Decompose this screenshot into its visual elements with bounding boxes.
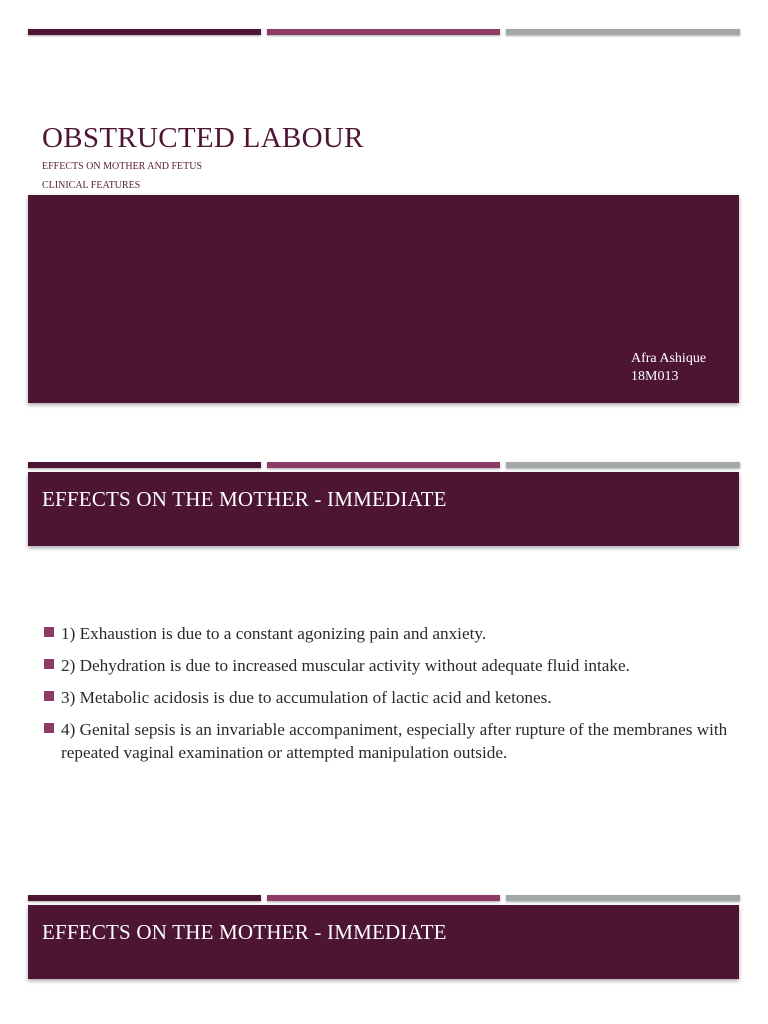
list-item (44, 654, 744, 677)
square-bullet-icon (44, 691, 54, 701)
accent-stripe-gray (506, 29, 740, 35)
accent-stripe-plum (28, 462, 261, 468)
accent-stripe-magenta (267, 29, 500, 35)
subtitle-1: EFFECTS ON MOTHER AND FETUS (42, 161, 203, 172)
author-block (631, 350, 706, 386)
bullet-text: 2) Dehydration is due to increased muscular activity without adequate fluid intake. (61, 656, 630, 675)
square-bullet-icon (44, 627, 54, 637)
list-item (44, 718, 744, 764)
square-bullet-icon (44, 723, 54, 733)
accent-stripe-gray (506, 462, 740, 468)
subtitle-2: CLINICAL FEATURES (42, 180, 141, 191)
square-bullet-icon (44, 659, 54, 669)
author-name: Afra Ashique (631, 351, 707, 366)
accent-stripe-gray (506, 895, 740, 901)
accent-stripe-magenta (267, 462, 500, 468)
author-id: 18M013 (631, 369, 679, 384)
bullet-text: 3) Metabolic acidosis is due to accumulation of lactic acid and ketones. (61, 688, 552, 707)
accent-stripe-magenta (267, 895, 500, 901)
accent-stripe-plum (28, 29, 261, 35)
bullet-list (44, 622, 744, 773)
bullet-text: 4) Genital sepsis is an invariable accompaniment, especially after rupture of the membranes with repeated vaginal examination or attempted manipulation outside. (61, 720, 728, 762)
list-item (44, 686, 744, 709)
bullet-text: 1) Exhaustion is due to a constant agonizing pain and anxiety. (61, 624, 487, 643)
accent-stripe-plum (28, 895, 261, 901)
slide-heading: EFFECTS ON THE MOTHER - IMMEDIATE (42, 920, 447, 944)
slide-title: OBSTRUCTED LABOUR (42, 122, 364, 154)
slide-heading: EFFECTS ON THE MOTHER - IMMEDIATE (42, 487, 447, 511)
list-item (44, 622, 744, 645)
